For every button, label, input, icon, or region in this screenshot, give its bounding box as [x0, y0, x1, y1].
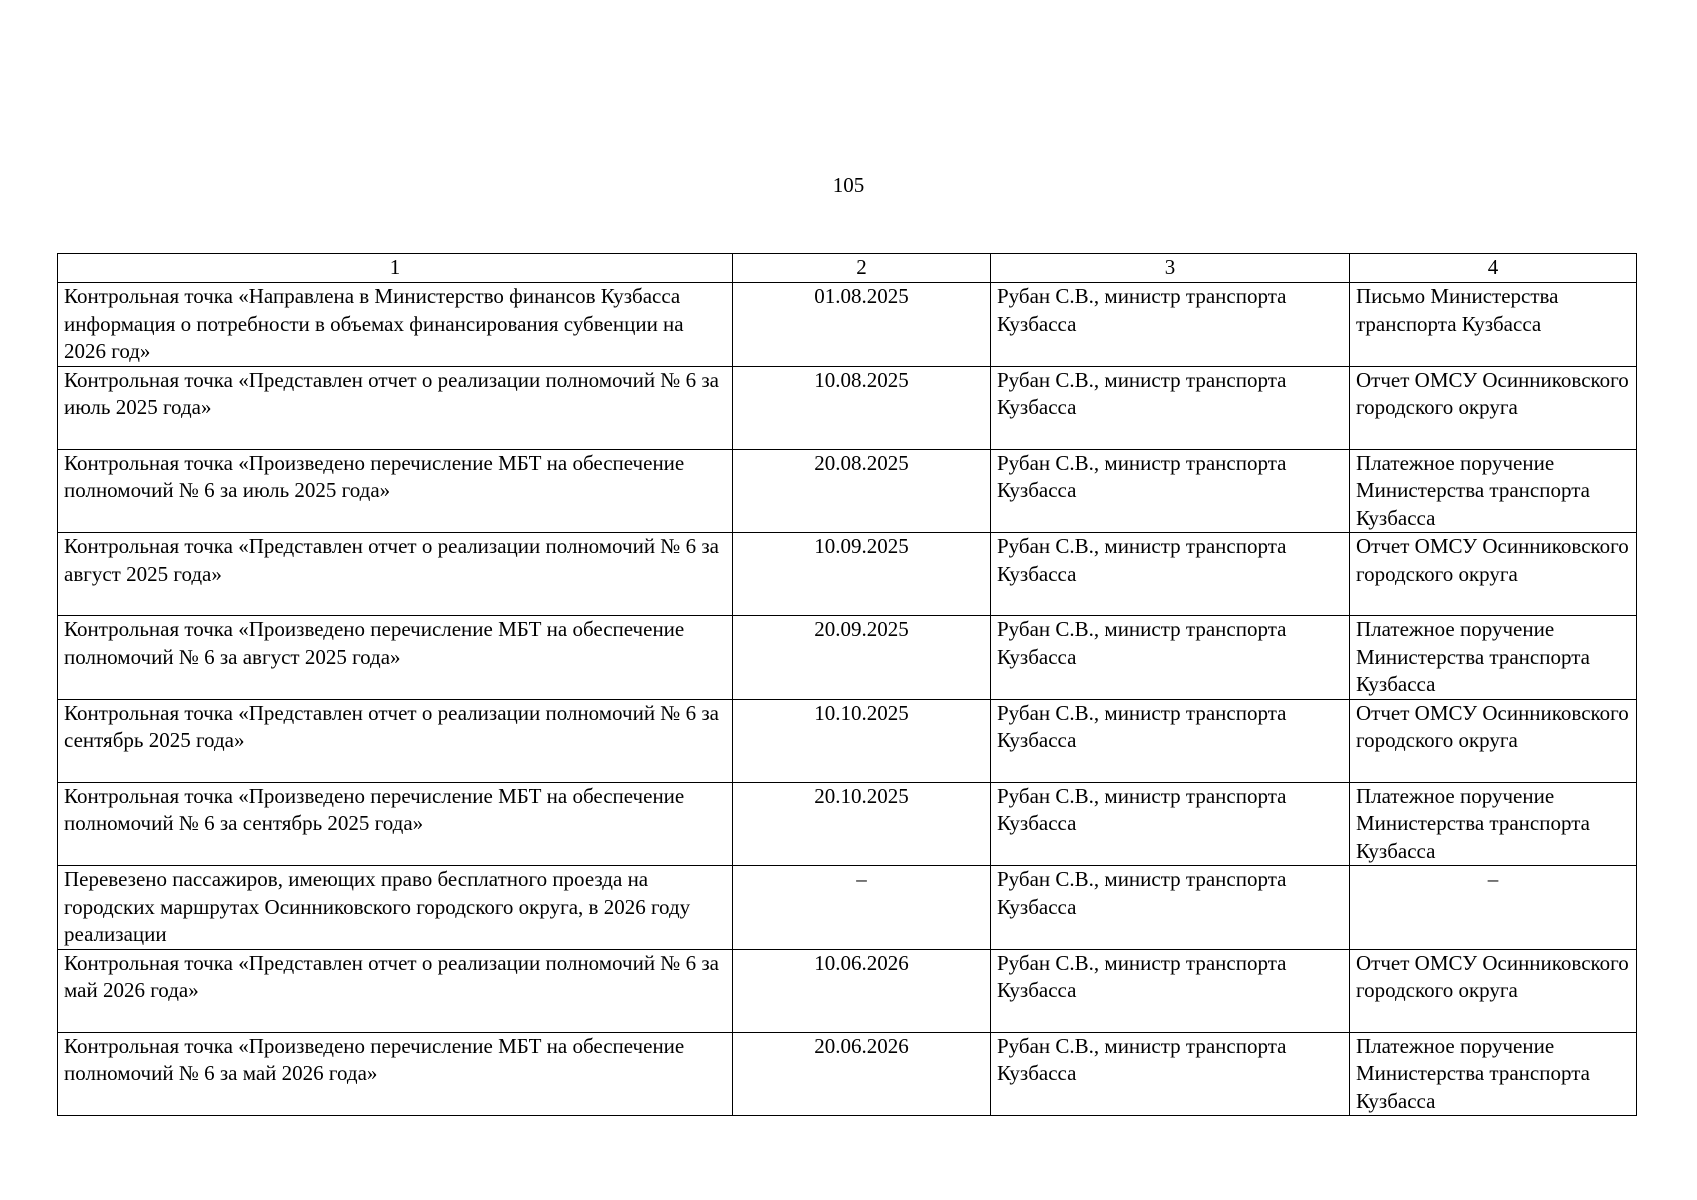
deadline-date: 10.10.2025 — [733, 699, 991, 782]
responsible-person: Рубан С.В., министр транспорта Кузбасса — [991, 616, 1350, 700]
confirming-document: Отчет ОМСУ Осинниковского городского округа — [1350, 533, 1637, 616]
responsible-person: Рубан С.В., министр транспорта Кузбасса — [991, 699, 1350, 782]
table-row — [58, 616, 1637, 700]
indicator-text: Перевезено пассажиров, имеющих право бесплатного проезда на городских маршрутах Осинниковского городского округа, в 2026 году реализации — [58, 866, 733, 950]
control-point-text: Контрольная точка «Представлен отчет о реализации полномочий № 6 за август 2025 года» — [58, 533, 733, 616]
confirming-document: Платежное поручение Министерства транспорта Кузбасса — [1350, 782, 1637, 866]
deadline-date: 10.06.2026 — [733, 949, 991, 1032]
table-row — [58, 866, 1637, 950]
deadline-date: 20.06.2026 — [733, 1032, 991, 1116]
control-point-text: Контрольная точка «Произведено перечисление МБТ на обеспечение полномочий № 6 за август 2025 года» — [58, 616, 733, 700]
deadline-date: – — [733, 866, 991, 950]
control-point-text: Контрольная точка «Произведено перечисление МБТ на обеспечение полномочий № 6 за сентябрь 2025 года» — [58, 782, 733, 866]
control-points-table — [57, 253, 1637, 1116]
deadline-date: 20.10.2025 — [733, 782, 991, 866]
responsible-person: Рубан С.В., министр транспорта Кузбасса — [991, 533, 1350, 616]
column-number-1: 1 — [58, 254, 733, 283]
deadline-date: 01.08.2025 — [733, 283, 991, 367]
deadline-date: 20.08.2025 — [733, 449, 991, 533]
responsible-person: Рубан С.В., министр транспорта Кузбасса — [991, 949, 1350, 1032]
table-row — [58, 699, 1637, 782]
deadline-date: 10.09.2025 — [733, 533, 991, 616]
control-point-text: Контрольная точка «Направлена в Министерство финансов Кузбасса информация о потребности в объемах финансирования субвенции на 2026 год» — [58, 283, 733, 367]
column-number-2: 2 — [733, 254, 991, 283]
confirming-document: Платежное поручение Министерства транспорта Кузбасса — [1350, 449, 1637, 533]
table-row — [58, 1032, 1637, 1116]
table-header-row — [58, 254, 1637, 283]
deadline-date: 10.08.2025 — [733, 366, 991, 449]
responsible-person: Рубан С.В., министр транспорта Кузбасса — [991, 866, 1350, 950]
table-row — [58, 949, 1637, 1032]
control-point-text: Контрольная точка «Представлен отчет о реализации полномочий № 6 за сентябрь 2025 года» — [58, 699, 733, 782]
confirming-document: Отчет ОМСУ Осинниковского городского округа — [1350, 699, 1637, 782]
confirming-document: Письмо Министерства транспорта Кузбасса — [1350, 283, 1637, 367]
column-number-4: 4 — [1350, 254, 1637, 283]
deadline-date: 20.09.2025 — [733, 616, 991, 700]
confirming-document: Платежное поручение Министерства транспорта Кузбасса — [1350, 616, 1637, 700]
table-row — [58, 533, 1637, 616]
control-point-text: Контрольная точка «Произведено перечисление МБТ на обеспечение полномочий № 6 за май 2026 года» — [58, 1032, 733, 1116]
table-row — [58, 283, 1637, 367]
table-row — [58, 449, 1637, 533]
control-point-text: Контрольная точка «Произведено перечисление МБТ на обеспечение полномочий № 6 за июль 2025 года» — [58, 449, 733, 533]
responsible-person: Рубан С.В., министр транспорта Кузбасса — [991, 782, 1350, 866]
page-number: 105 — [832, 173, 865, 197]
responsible-person: Рубан С.В., министр транспорта Кузбасса — [991, 366, 1350, 449]
control-point-text: Контрольная точка «Представлен отчет о реализации полномочий № 6 за май 2026 года» — [58, 949, 733, 1032]
responsible-person: Рубан С.В., министр транспорта Кузбасса — [991, 1032, 1350, 1116]
confirming-document: Отчет ОМСУ Осинниковского городского округа — [1350, 366, 1637, 449]
responsible-person: Рубан С.В., министр транспорта Кузбасса — [991, 283, 1350, 367]
control-point-text: Контрольная точка «Представлен отчет о реализации полномочий № 6 за июль 2025 года» — [58, 366, 733, 449]
confirming-document: Платежное поручение Министерства транспорта Кузбасса — [1350, 1032, 1637, 1116]
table-row — [58, 782, 1637, 866]
confirming-document: Отчет ОМСУ Осинниковского городского округа — [1350, 949, 1637, 1032]
confirming-document: – — [1350, 866, 1637, 950]
column-number-3: 3 — [991, 254, 1350, 283]
responsible-person: Рубан С.В., министр транспорта Кузбасса — [991, 449, 1350, 533]
table-row — [58, 366, 1637, 449]
